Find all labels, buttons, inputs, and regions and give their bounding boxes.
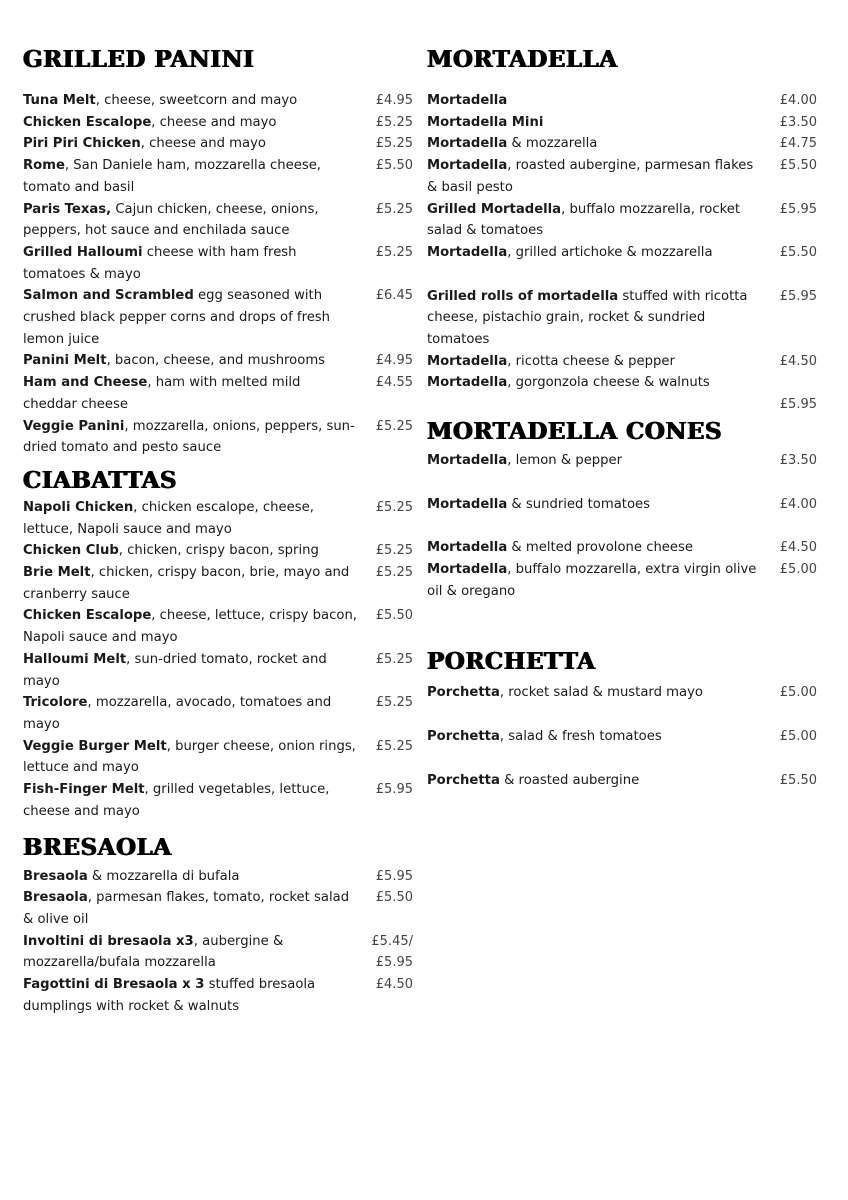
menu-item <box>23 112 413 134</box>
left-menu-column <box>23 44 413 1017</box>
item-price: £5.25 <box>375 738 413 754</box>
menu-item <box>427 90 817 112</box>
item-name: Tuna Melt <box>23 93 96 108</box>
item-price: £4.55 <box>375 375 413 391</box>
item-description <box>427 199 762 242</box>
section-ciabattas <box>23 465 413 823</box>
item-price: £5.25 <box>375 651 413 667</box>
item-details: , rocket salad & mustard mayo <box>499 685 703 701</box>
item-details: , chicken escalope, cheese, lettuce, Napoli sauce and mayo <box>23 499 314 537</box>
menu-item <box>23 887 413 930</box>
item-details: & mozzarella <box>507 136 598 152</box>
item-details: & roasted aubergine <box>499 772 640 788</box>
item-description <box>427 90 762 112</box>
item-name: Fish-Finger Melt <box>23 782 145 798</box>
item-price: £4.95 <box>375 353 413 369</box>
item-price: £5.25 <box>375 565 413 581</box>
item-price: £6.45 <box>375 288 413 304</box>
item-name: Grilled rolls of mortadella <box>427 288 619 304</box>
menu-item <box>23 931 413 974</box>
item-description <box>23 133 358 155</box>
item-price: £5.50 <box>375 608 413 624</box>
menu-item <box>23 133 413 155</box>
menu-item <box>23 866 413 888</box>
item-description <box>23 866 358 888</box>
item-details: , buffalo mozzarella, extra virgin olive oil & oregano <box>427 561 757 599</box>
menu-item <box>427 112 817 134</box>
menu-item <box>23 285 413 350</box>
menu-item <box>23 155 413 198</box>
item-price: £5.95 <box>779 397 817 413</box>
item-description <box>23 605 358 648</box>
item-description <box>23 350 358 372</box>
section-heading: GRILLED PANINI <box>23 46 255 73</box>
item-price: £5.25 <box>375 543 413 559</box>
item-name: Brie Melt <box>23 565 91 581</box>
item-description <box>23 736 358 779</box>
menu-item <box>427 351 817 373</box>
item-description <box>23 887 358 930</box>
item-description <box>23 112 358 134</box>
item-name: Mortadella <box>427 375 508 391</box>
item-details: Cajun chicken, cheese, onions, peppers, hot sauce and enchilada sauce <box>23 201 319 239</box>
item-details: , burger cheese, onion rings, lettuce and mayo <box>23 738 356 776</box>
item-name: Porchetta <box>427 685 500 701</box>
item-details: , ricotta cheese & pepper <box>507 353 675 369</box>
item-name: Grilled Mortadella <box>427 201 562 217</box>
item-description <box>23 779 358 822</box>
item-description <box>427 242 762 264</box>
item-description <box>427 450 762 472</box>
item-details: , roasted aubergine, parmesan flakes & basil pesto <box>427 158 754 195</box>
item-description <box>23 692 358 735</box>
menu-item <box>23 242 413 285</box>
item-name: Piri Piri Chicken <box>23 136 141 152</box>
item-details: , cheese, sweetcorn and mayo <box>95 93 298 108</box>
item-description <box>427 112 762 134</box>
item-description <box>427 133 762 155</box>
menu-item <box>427 286 817 351</box>
menu-item <box>23 692 413 735</box>
item-description <box>23 155 358 198</box>
section-porchetta <box>427 646 817 791</box>
menu-item <box>23 90 413 112</box>
menu-item <box>427 537 817 559</box>
item-details: , salad & fresh tomatoes <box>499 729 662 745</box>
item-description <box>427 537 762 559</box>
item-price: £5.50 <box>375 890 413 906</box>
item-description <box>23 931 358 974</box>
right-menu-column <box>427 44 817 791</box>
item-price: £5.25 <box>375 418 413 434</box>
section-heading: MORTADELLA CONES <box>427 417 723 445</box>
item-description <box>23 649 358 692</box>
item-details: , sun-dried tomato, rocket and mayo <box>23 651 327 689</box>
item-name: Paris Texas, <box>23 201 112 217</box>
item-price: £5.95 <box>375 782 413 798</box>
item-details: & sundried tomatoes <box>507 496 650 512</box>
item-price: £5.25 <box>375 136 413 152</box>
item-name: Veggie Panini <box>23 418 125 434</box>
item-description <box>23 974 358 1017</box>
section-mortadella-cones <box>427 416 817 603</box>
menu-item <box>23 974 413 1017</box>
item-price: £5.50 <box>779 244 817 260</box>
item-price: £4.50 <box>779 353 817 369</box>
item-description <box>23 562 358 605</box>
item-price: £5.25 <box>375 499 413 515</box>
item-name: Mortadella <box>427 452 508 468</box>
item-list <box>23 866 413 1018</box>
item-price: £4.00 <box>779 93 817 108</box>
item-price: £5.95 <box>779 288 817 304</box>
item-details: , mozzarella, avocado, tomatoes and mayo <box>23 695 332 732</box>
section-heading: BRESAOLA <box>23 833 172 861</box>
item-name: Mortadella <box>427 561 508 577</box>
item-description <box>427 770 762 792</box>
item-details: stuffed with ricotta cheese, pistachio grain, rocket & sundried tomatoes <box>427 288 748 348</box>
item-description <box>427 726 762 748</box>
item-details: , gorgonzola cheese & walnuts <box>507 375 710 391</box>
menu-item <box>427 450 817 472</box>
item-details: & mozzarella di bufala <box>87 868 240 884</box>
item-list <box>23 90 413 459</box>
item-price: £5.45/ £5.95 <box>371 933 413 971</box>
item-name: Porchetta <box>427 729 500 745</box>
menu-item <box>427 770 817 792</box>
menu-item <box>23 540 413 562</box>
item-details: , parmesan flakes, tomato, rocket salad & olive oil <box>23 890 350 927</box>
item-price: £3.50 <box>779 114 817 130</box>
item-details: , cheese and mayo <box>151 114 277 130</box>
item-description <box>23 416 358 459</box>
item-name: Mortadella <box>427 353 508 369</box>
item-name: Bresaola <box>23 868 88 884</box>
item-name: Chicken Escalope <box>23 608 152 624</box>
item-description <box>427 155 762 198</box>
item-details: , buffalo mozzarella, rocket salad & tomatoes <box>427 201 741 239</box>
item-name: Bresaola <box>23 890 88 906</box>
item-description <box>427 682 762 704</box>
item-name: Mortadella <box>427 496 508 512</box>
item-price: £3.50 <box>779 452 817 468</box>
item-description <box>23 90 358 112</box>
item-description <box>427 286 762 351</box>
item-name: Porchetta <box>427 772 500 788</box>
section-heading: PORCHETTA <box>427 648 596 676</box>
item-details: , grilled vegetables, lettuce, cheese and mayo <box>23 782 330 819</box>
item-details: , mozzarella, onions, peppers, sun-dried tomato and pesto sauce <box>23 418 355 456</box>
item-name: Ham and Cheese <box>23 375 148 391</box>
menu-item <box>23 605 413 648</box>
item-list <box>23 497 413 823</box>
menu-item <box>23 562 413 605</box>
item-description <box>427 372 762 394</box>
item-name: Halloumi Melt <box>23 651 127 667</box>
menu-item <box>23 416 413 459</box>
item-details: stuffed bresaola dumplings with rocket & walnuts <box>23 977 316 1014</box>
item-description <box>427 559 762 602</box>
menu-item <box>427 682 817 704</box>
item-name: Salmon and Scrambled <box>23 288 194 304</box>
menu-item <box>23 497 413 540</box>
item-details: , grilled artichoke & mozzarella <box>507 244 713 260</box>
menu-item <box>427 372 817 415</box>
item-details: & melted provolone cheese <box>507 540 694 556</box>
item-price: £5.50 <box>375 158 413 174</box>
item-name: Rome <box>23 158 65 174</box>
menu-item <box>427 199 817 242</box>
item-name: Panini Melt <box>23 353 107 369</box>
menu-item <box>23 779 413 822</box>
item-details: , cheese and mayo <box>140 136 266 152</box>
menu-item <box>23 649 413 692</box>
item-price: £5.95 <box>375 868 413 884</box>
menu-item <box>427 559 817 602</box>
menu-item <box>427 242 817 264</box>
item-description <box>23 497 358 540</box>
menu-item <box>23 736 413 779</box>
item-details: , aubergine & mozzarella/bufala mozzarella <box>23 933 284 971</box>
item-price: £4.75 <box>779 136 817 152</box>
item-price: £5.00 <box>779 561 817 577</box>
item-price: £5.50 <box>779 772 817 788</box>
item-list <box>427 450 817 603</box>
item-details: , bacon, cheese, and mushrooms <box>106 353 326 369</box>
item-name: Mortadella <box>427 540 508 556</box>
item-description <box>427 494 762 516</box>
item-price: £5.95 <box>779 201 817 217</box>
item-name: Veggie Burger Melt <box>23 738 167 754</box>
item-name: Chicken Club <box>23 543 119 559</box>
item-name: Fagottini di Bresaola x 3 <box>23 977 205 993</box>
item-details: egg seasoned with crushed black pepper corns and drops of fresh lemon juice <box>23 288 331 347</box>
item-name: Grilled Halloumi <box>23 244 143 260</box>
item-description <box>23 242 358 285</box>
item-price: £4.50 <box>375 977 413 993</box>
item-price: £5.00 <box>779 729 817 745</box>
section-grilled-panini <box>23 44 413 459</box>
item-price: £5.00 <box>779 685 817 701</box>
item-details: cheese with ham fresh tomatoes & mayo <box>23 244 297 282</box>
item-description <box>23 372 358 415</box>
menu-item <box>23 350 413 372</box>
menu-item <box>427 155 817 198</box>
item-price: £5.25 <box>375 114 413 130</box>
item-price: £4.95 <box>375 93 413 108</box>
item-name: Chicken Escalope <box>23 114 152 130</box>
item-description <box>427 351 762 373</box>
section-heading: CIABATTAS <box>23 466 178 494</box>
item-name: Mortadella Mini <box>427 114 544 130</box>
menu-item <box>427 133 817 155</box>
item-price: £5.25 <box>375 244 413 260</box>
section-bresaola <box>23 832 413 1018</box>
menu-item <box>23 199 413 242</box>
item-description <box>23 199 358 242</box>
menu-item <box>23 372 413 415</box>
item-description <box>23 540 358 562</box>
item-name: Mortadella <box>427 158 508 174</box>
item-details: , San Daniele ham, mozzarella cheese, tomato and basil <box>23 158 321 195</box>
item-list <box>427 682 817 791</box>
section-heading: MORTADELLA <box>427 46 618 73</box>
item-price: £5.50 <box>779 158 817 174</box>
menu-item <box>427 726 817 748</box>
item-price: £5.25 <box>375 695 413 711</box>
item-description <box>23 285 358 350</box>
item-price: £4.00 <box>779 496 817 512</box>
item-details: , ham with melted mild cheddar cheese <box>23 375 301 412</box>
item-name: Napoli Chicken <box>23 499 134 515</box>
menu-item <box>427 494 817 516</box>
item-details: , cheese, lettuce, crispy bacon, Napoli sauce and mayo <box>23 608 358 646</box>
item-list <box>427 90 817 416</box>
item-name: Tricolore <box>23 695 88 711</box>
item-name: Mortadella <box>427 136 508 152</box>
item-price: £4.50 <box>779 540 817 556</box>
item-details: , lemon & pepper <box>507 452 623 468</box>
item-details: , chicken, crispy bacon, spring <box>118 543 319 559</box>
item-name: Mortadella <box>427 244 508 260</box>
item-price: £5.25 <box>375 201 413 217</box>
item-details: , chicken, crispy bacon, brie, mayo and cranberry sauce <box>23 565 350 602</box>
item-name: Involtini di bresaola x3 <box>23 933 194 949</box>
item-name: Mortadella <box>427 93 508 108</box>
section-mortadella <box>427 44 817 416</box>
